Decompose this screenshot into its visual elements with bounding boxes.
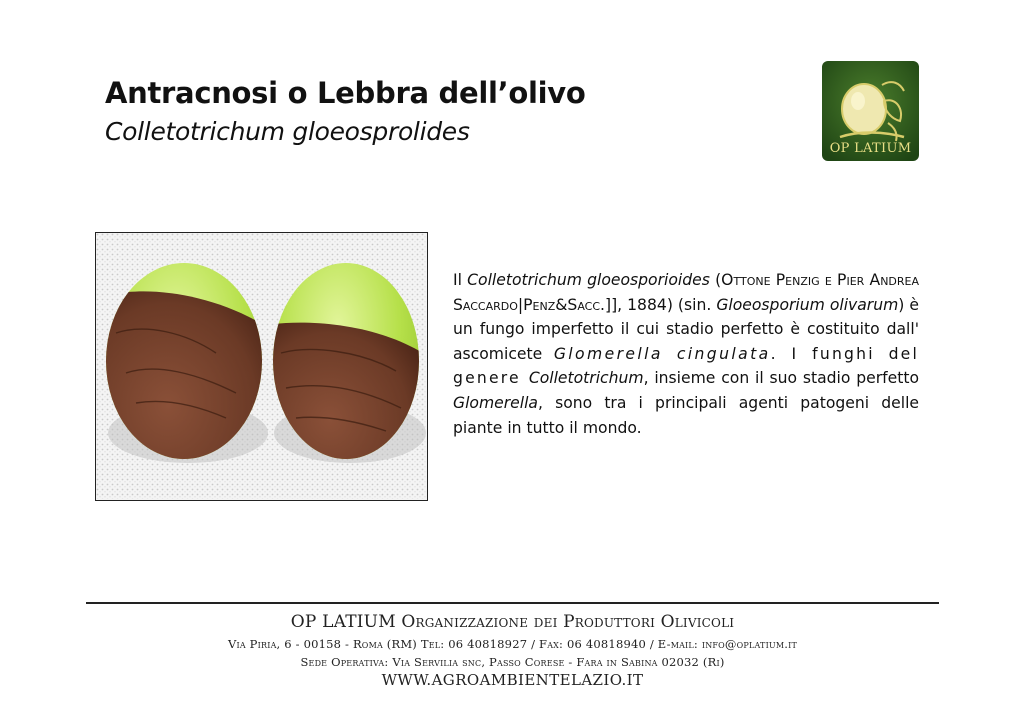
olive-photo [95, 232, 428, 501]
text-run: Il [453, 271, 468, 289]
text-run: . I funghi del genere [453, 344, 919, 388]
description-paragraph [453, 268, 919, 440]
author-abbrev: Penz&Sacc. [523, 295, 605, 314]
text-run: , insieme con il suo stadio perfetto [643, 369, 919, 388]
footer-divider [86, 602, 939, 604]
page-title: Antracnosi o Lebbra dell’olivo [105, 76, 586, 110]
genus-name: Colletotrichum [528, 369, 644, 388]
text-run: , sono tra i principali agenti patogeni delle piante in tutto il mondo. [453, 393, 919, 437]
logo-text: OP LATIUM [829, 141, 912, 156]
text-run: ]], 1884) (sin. [604, 295, 717, 314]
species-name: Colletotrichum gloeosporioides [467, 271, 710, 289]
footer-address: Via Piria, 6 - 00158 - Roma (RM) Tel: 06 40818927 / Fax: 06 40818940 / E-mail: info@oplatium.it [227, 637, 798, 651]
synonym-name: Gloeosporium olivarum [716, 295, 899, 314]
text-run: | [517, 295, 524, 314]
text-run: ) è un fungo imperfetto il cui stadio perfetto è costituito dall' ascomicete [453, 295, 919, 363]
author-names: Ottone Penzig e Pier Andrea Saccardo [453, 271, 920, 314]
genus-name: Glomerella [453, 393, 538, 412]
page-subtitle: Colletotrichum gloeosprolides [105, 117, 470, 146]
footer-org: OP LATIUM Organizzazione dei Produttori Olivicoli [290, 612, 735, 632]
perfect-stage-name: Glomerella cingulata [553, 344, 771, 363]
footer-website-link[interactable]: WWW.AGROAMBIENTELAZIO.IT [381, 671, 644, 689]
op-latium-logo [822, 61, 919, 161]
footer-office: Sede Operativa: Via Servilia snc, Passo Corese - Fara in Sabina 02032 (Ri) [300, 655, 725, 669]
olive-image [96, 233, 426, 499]
text-run: ( [709, 271, 722, 289]
